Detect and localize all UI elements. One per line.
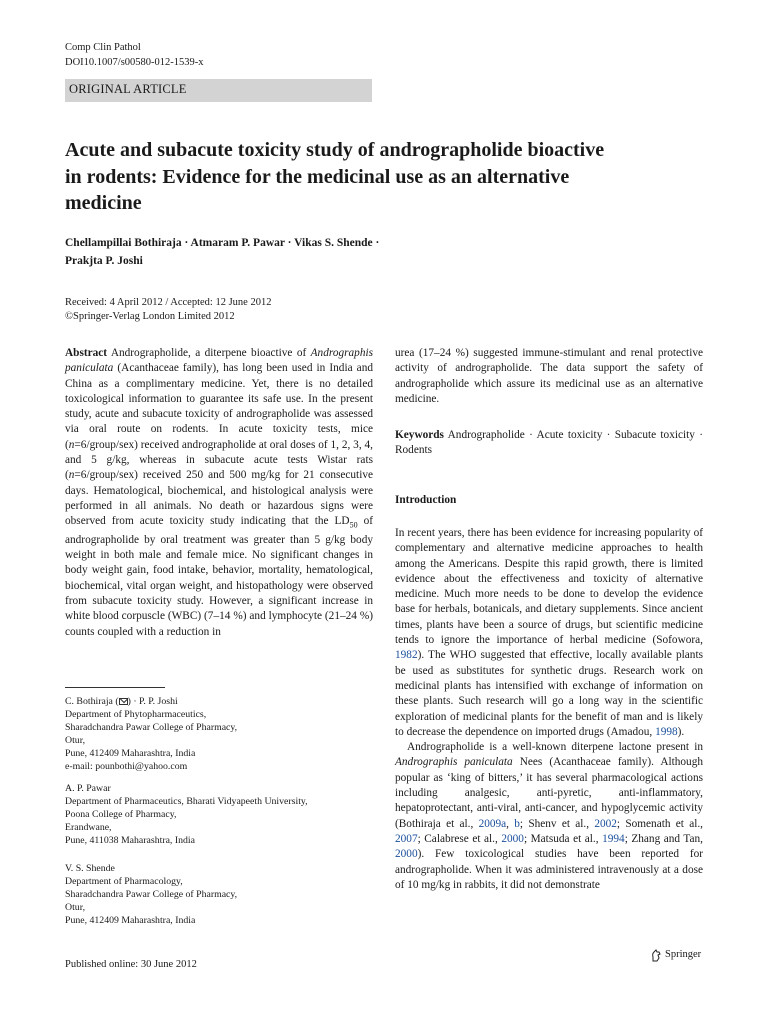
publisher-logo bbox=[650, 948, 701, 962]
abstract-text: =6/group/sex) received 250 and 500 mg/kg for 21 consecutive days. Hematological, biochemical, and histological analysis were performed in all animals. No death or hazardous signs were observed from acute toxicity study indicating that the LD bbox=[65, 469, 373, 528]
affil-line: Poona College of Pharmacy, bbox=[65, 809, 177, 820]
published-online: Published online: 30 June 2012 bbox=[65, 959, 197, 970]
affil-line: Department of Phytopharmaceutics, bbox=[65, 709, 207, 720]
intro-text: In recent years, there has been evidence for increasing popularity of complementary and alternative medicine approaches to health among the Americans. Despite this rapid growth, there is limited evidence about the effectiveness and toxicity of alternative medicine. Much more needs to be done to develop the evidence base for herbals, botanicals, and dietary supplements. Since ancient times, plants have been a source of drugs, but scientific medicine tends to ignore the importance of herbal medicine (Sofowora, bbox=[395, 527, 703, 647]
keywords-text: Andrographolide · Acute toxicity · Subacute toxicity · Rodents bbox=[395, 429, 703, 457]
email-icon bbox=[119, 698, 128, 705]
affil-line: Sharadchandra Pawar College of Pharmacy, bbox=[65, 889, 238, 900]
intro-text: ; Matsuda et al., bbox=[523, 832, 603, 845]
affil-name: A. P. Pawar bbox=[65, 783, 111, 794]
abstract-text: Andrographolide, a diterpene bioactive of bbox=[110, 347, 311, 359]
email-address[interactable]: e-mail: pounbothi@yahoo.com bbox=[65, 761, 188, 772]
affil-line: Department of Pharmacology, bbox=[65, 876, 183, 887]
citation-link[interactable]: 1998 bbox=[655, 725, 678, 738]
affil-line: Pune, 412409 Maharashtra, India bbox=[65, 748, 196, 759]
intro-paragraph-1 bbox=[395, 526, 703, 740]
doi: DOI10.1007/s00580-012-1539-x bbox=[65, 57, 204, 68]
abstract-var: n bbox=[68, 438, 75, 451]
intro-text: ). The WHO suggested that effective, locally available plants be used as substitutes for synthetic drugs. Research work on medicinal plants has intensified with exchange of information on these plants. Such research will go a long way in the scientific exploration of medicinal plants for the benefit of man and is likely to decrease the dependence on imported drugs (Amadou, bbox=[395, 649, 703, 738]
publisher-name: Springer bbox=[665, 949, 702, 960]
keywords bbox=[395, 428, 703, 459]
citation-link[interactable]: 2000 bbox=[501, 832, 524, 845]
section-heading-introduction: Introduction bbox=[395, 494, 457, 506]
abstract-var: n bbox=[68, 469, 75, 482]
citation-link[interactable]: 2000 bbox=[395, 848, 418, 861]
intro-text: , bbox=[506, 817, 515, 830]
copyright: ©Springer-Verlag London Limited 2012 bbox=[65, 310, 235, 322]
affiliation-3 bbox=[65, 862, 375, 927]
intro-text: ). Few toxicological studies have been reported for andrographolide. When it was administered intravenously at a dose of 10 mg/kg in rabbits, it did not demonstrate bbox=[395, 848, 703, 891]
affil-line: Pune, 412409 Maharashtra, India bbox=[65, 915, 196, 926]
citation-link[interactable]: b bbox=[514, 817, 520, 830]
springer-horse-icon bbox=[650, 949, 662, 962]
affil-name: V. S. Shende bbox=[65, 863, 115, 874]
abstract-label: Abstract bbox=[65, 347, 108, 359]
journal-name: Comp Clin Pathol bbox=[65, 42, 141, 53]
citation-link[interactable]: 2002 bbox=[594, 817, 617, 830]
author-list: Chellampillai Bothiraja · Atmaram P. Pawar · Vikas S. Shende · Prakjta P. Joshi bbox=[65, 237, 380, 267]
affil-name: ) · P. P. Joshi bbox=[127, 696, 178, 707]
affil-line: Otur, bbox=[65, 735, 86, 746]
citation-link[interactable]: 1982 bbox=[395, 649, 418, 662]
intro-text: ; Calabrese et al., bbox=[417, 832, 502, 845]
species-name: Andrographis paniculata bbox=[65, 347, 374, 375]
subscript: 50 bbox=[349, 520, 358, 530]
intro-paragraph-2 bbox=[395, 740, 703, 893]
affiliation-1 bbox=[65, 695, 375, 773]
intro-text: Andrographolide is a well-known diterpene lactone present in bbox=[407, 741, 703, 754]
affil-line: Department of Pharmaceutics, Bharati Vidyapeeth University, bbox=[65, 796, 308, 807]
affiliation-2 bbox=[65, 782, 375, 847]
intro-text: ; Zhang and Tan, bbox=[624, 832, 703, 845]
affil-name: C. Bothiraja ( bbox=[65, 696, 119, 707]
citation-link[interactable]: 2007 bbox=[395, 832, 418, 845]
journal-header bbox=[65, 40, 204, 70]
article-type-banner: ORIGINAL ARTICLE bbox=[65, 79, 372, 102]
intro-text: ). bbox=[677, 725, 685, 738]
affil-line: Sharadchandra Pawar College of Pharmacy, bbox=[65, 722, 238, 733]
affil-line: Pune, 411038 Maharashtra, India bbox=[65, 835, 195, 846]
citation-link[interactable]: 1994 bbox=[602, 832, 625, 845]
article-title: Acute and subacute toxicity study of andrographolide bioactive in rodents: Evidence for the medicinal use as an alternative medicine bbox=[65, 139, 605, 214]
footnote-divider bbox=[65, 687, 165, 688]
citation-link[interactable]: 2009a bbox=[478, 817, 507, 830]
received-accepted: Received: 4 April 2012 / Accepted: 12 June 2012 bbox=[65, 297, 272, 308]
intro-text: ; Somenath et al., bbox=[616, 817, 703, 830]
abstract-text: of andrographolide by oral treatment was greater than 5 g/kg body weight in both male and female mice. No significant changes in body weight gain, food intake, behavior, mortality, hematological, biochemical, vital organ weight, and histopathology were observed from subacute toxicity study. However, a significant increase in white blood corpuscle (WBC) (7–14 %) and lymphocyte (21–24 %) counts coupled with a reduction in bbox=[65, 515, 373, 638]
affil-line: Erandwane, bbox=[65, 822, 112, 833]
intro-text: ; Shenv et al., bbox=[519, 817, 595, 830]
abstract-text: (Acanthaceae family), has long been used in India and China as a complimentary medicine. Yet, there is no detailed toxicological information to guarantee its safe use. In the present study, acute and subacute toxicity of andrographolide was assessed via oral route on rodents. In acute toxicity tests, mice ( bbox=[65, 362, 373, 451]
affil-line: Otur, bbox=[65, 902, 86, 913]
intro-text: Nees (Acanthaceae family). Although popular as ‘king of bitters,’ it has several pharmacological actions including analgesic, anti-pyretic, anti-inflammatory, hepatoprotectant, anti-viral, anti-cancer, and hypoglycemic activity (Bothiraja et al., bbox=[395, 756, 703, 830]
abstract bbox=[65, 346, 373, 640]
introduction-body bbox=[395, 526, 703, 893]
article-dates bbox=[65, 296, 271, 323]
keywords-label: Keywords bbox=[395, 429, 444, 441]
abstract-text: =6/group/sex) received andrographolide at oral doses of 1, 2, 3, 4, and 5 g/kg, whereas in subacute acute tests Wistar rats ( bbox=[65, 438, 373, 482]
abstract-continuation: urea (17–24 %) suggested immune-stimulant and renal protective activity of andrographolide. The data support the safety of andrographolide which assure its medicinal use as an alternative medicine. bbox=[395, 347, 703, 405]
species-name: Andrographis paniculata bbox=[395, 756, 513, 769]
